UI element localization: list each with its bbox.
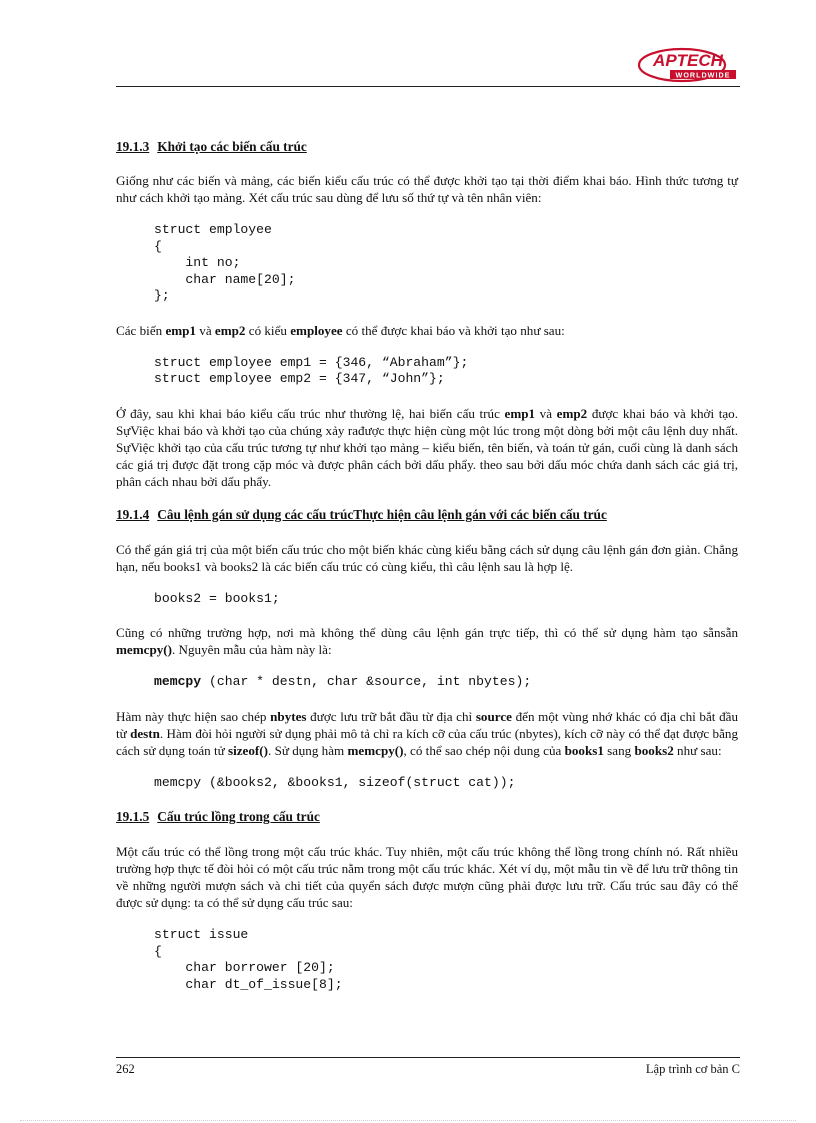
code-block: struct issue { char borrower [20]; char dt_of_issue[8];: [154, 927, 343, 992]
section-heading: 19.1.4 Câu lệnh gán sử dụng các cấu trúcThực hiện câu lệnh gán với các biến cấu trúc: [116, 506, 607, 522]
footer-rule: [116, 1057, 740, 1058]
code-block: memcpy (&books2, &books1, sizeof(struct cat));: [154, 774, 516, 790]
aptech-logo: [636, 46, 740, 84]
page-edge: [20, 1120, 796, 1121]
page-number: 262: [116, 1062, 135, 1076]
page-content: [116, 138, 738, 1010]
paragraph: Giống như các biến và mảng, các biến kiểu cấu trúc có thể được khởi tạo tại thời điểm khai báo. Hình thức tương tự như cách khởi tạo mảng. Xét cấu trúc sau dùng để lưu số thứ tự và tên nhân viên:: [116, 173, 738, 205]
paragraph: Có thể gán giá trị của một biến cấu trúc cho một biến khác cùng kiểu bằng cách sử dụng câu lệnh gán đơn giản. Chẳng hạn, nếu books1 và books2 là các biến cấu trúc có cùng kiểu, thì câu lệnh sau là hợp lệ.: [116, 541, 738, 574]
section-heading: 19.1.5 Cấu trúc lồng trong cấu trúc: [116, 809, 320, 824]
code-block: books2 = books1;: [154, 590, 280, 606]
logo-sub: WORLDWIDE: [675, 70, 731, 80]
paragraph: Một cấu trúc có thể lồng trong một cấu trúc khác. Tuy nhiên, một cấu trúc không thể lồng trong chính nó. Rất nhiều trường hợp thực tế đòi hỏi có một cấu trúc nằm trong một cấu trúc khác. Xét ví dụ, một mẫu tin về để lưu trữ thông tin về những người mượn sách và chi tiết của quyển sách được mượn cũng phải được lưu trữ. Cấu trúc sau đây có thể được sử dụng: ta có thể sử dụng cấu trúc sau:: [116, 844, 738, 910]
section-heading: 19.1.3 Khởi tạo các biến cấu trúc: [116, 139, 307, 154]
code-block: memcpy (char * destn, char &source, int nbytes);: [154, 674, 532, 689]
paragraph: Cũng có những trường hợp, nơi mà không thể dùng câu lệnh gán trực tiếp, thì có thể sử dụng hàm tạo sẵnsẵn memcpy(). Nguyên mẫu của hàm này là:: [116, 625, 738, 657]
logo-brand: APTECH: [653, 51, 723, 70]
header-rule: [116, 86, 740, 87]
book-title: Lập trình cơ bản C: [645, 1062, 740, 1076]
code-block: struct employee { int no; char name[20]; };: [154, 222, 296, 303]
paragraph: Hàm này thực hiện sao chép nbytes được lưu trữ bắt đầu từ địa chỉ source đến một vùng nhớ khác có địa chỉ bắt đầu từ destn. Hàm đòi hỏi người sử dụng phải mô tả chỉ ra kích cỡ của cấu trúc (nbytes), kích cỡ này có thể đạt được bằng cách sử dụng toán tử sizeof(). Sử dụng hàm memcpy(), có thể sao chép nội dung của books1 sang books2 như sau:: [116, 708, 738, 758]
paragraph: Các biến emp1 và emp2 có kiểu employee có thể được khai báo và khởi tạo như sau:: [116, 322, 565, 338]
paragraph: Ở đây, sau khi khai báo kiểu cấu trúc như thường lệ, hai biến cấu trúc emp1 và emp2 được khai báo và khởi tạo. SựViệc khai báo và khởi tạo của chúng xảy rađược thực hiện cùng một lúc trong một dòng bởi một câu lệnh duy nhất. SựViệc khởi tạo của cấu trúc tương tự như khởi tạo mảng – kiểu biến, tên biến, và toán tử gán, cuối cùng là danh sách các giá trị được đặt trong cặp móc và được phân cách bởi dấu phẩy. theo sau bởi dấu móc chứa danh sách các giá trị, phân cách nhau bởi dấu phẩy.: [116, 405, 738, 489]
code-block: struct employee emp1 = {346, “Abraham”}; struct employee emp2 = {347, “John”};: [154, 354, 469, 386]
